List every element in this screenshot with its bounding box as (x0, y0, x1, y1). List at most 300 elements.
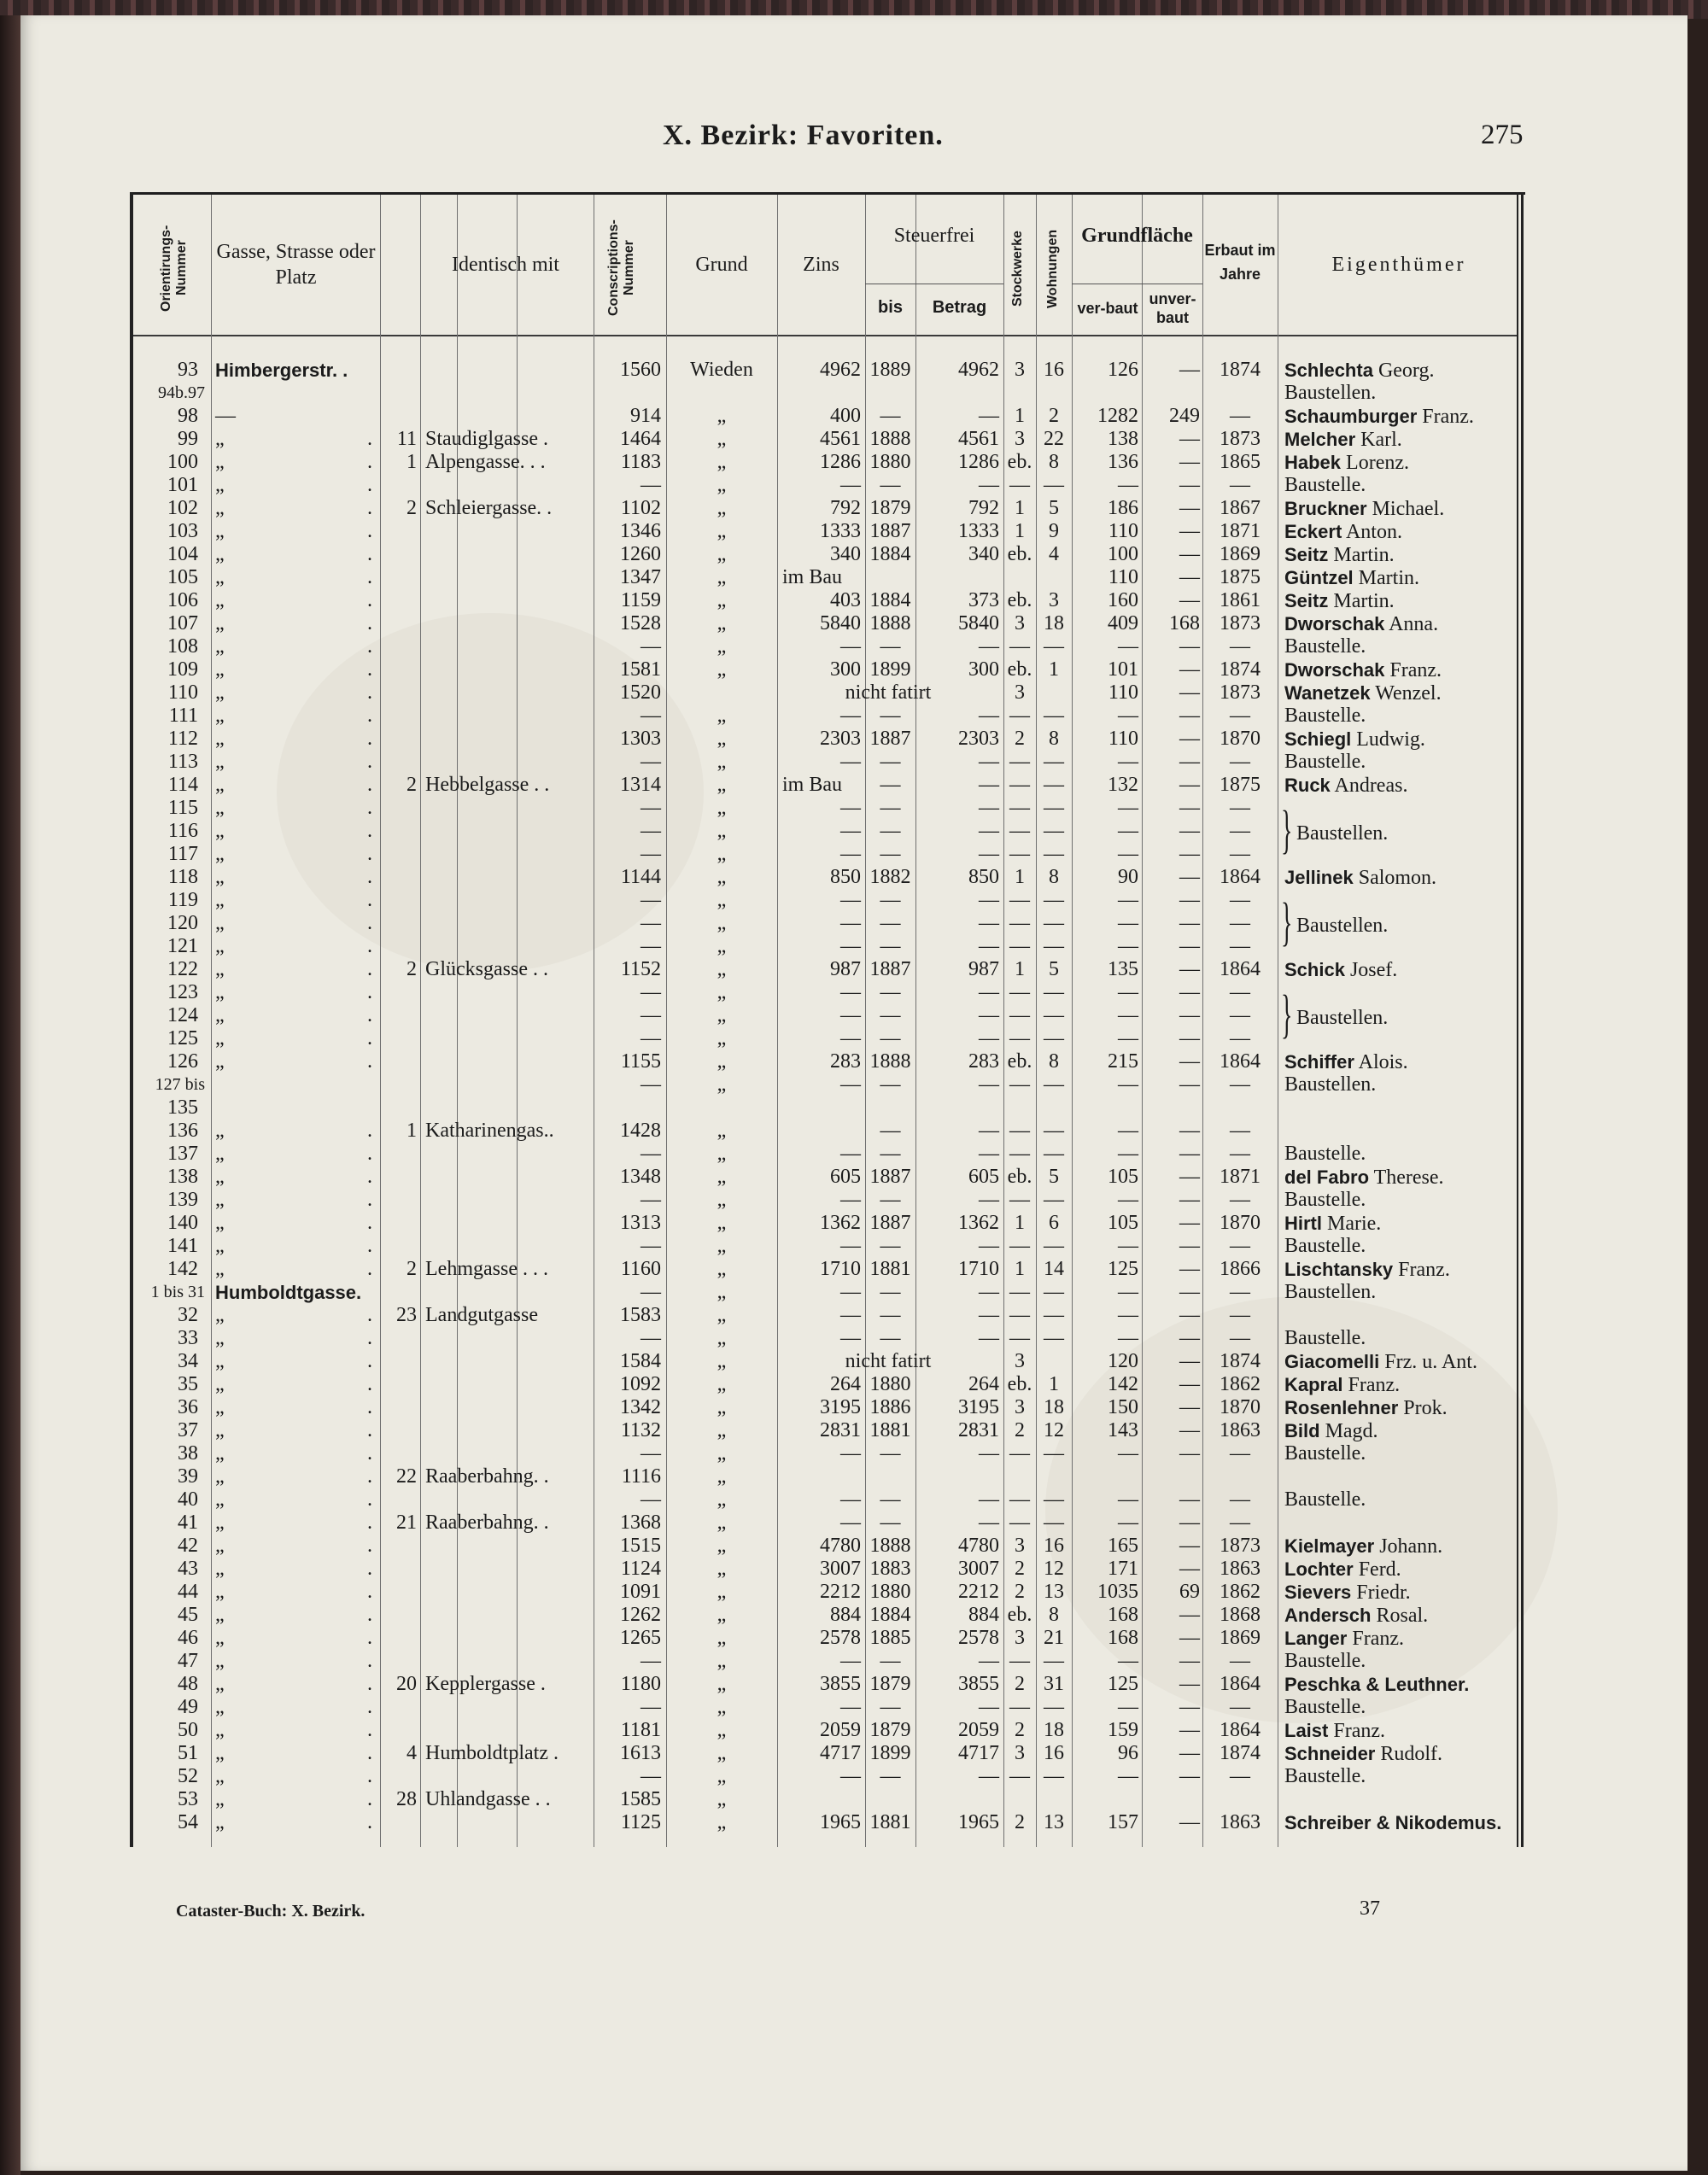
wohnungen-cell: — (1044, 1189, 1064, 1211)
zins-cell: 403 (830, 589, 861, 611)
stockwerke-cell: 1 (1015, 1258, 1025, 1280)
eigenthuemer-cell (1284, 1258, 1450, 1282)
gasse-cell: „ (215, 1811, 225, 1833)
erbaut-cell: 1874 (1220, 658, 1261, 681)
unverbaut-cell: — (1179, 1604, 1200, 1626)
steuerfrei-betrag: 884 (968, 1604, 999, 1626)
owner-given-name: Wenzel. (1375, 682, 1442, 705)
stockwerke-cell: — (1009, 935, 1030, 957)
table-row (0, 751, 1537, 774)
stockwerke-cell: 3 (1015, 1350, 1025, 1372)
table-row (0, 681, 1537, 705)
owner-given-name: Martin. (1333, 590, 1395, 612)
erbaut-cell: 1861 (1220, 589, 1261, 611)
eigenthuemer-cell (1284, 1811, 1501, 1835)
stockwerke-cell: — (1009, 1327, 1030, 1349)
owner-surname: Giacomelli (1284, 1351, 1380, 1372)
unverbaut-cell: — (1179, 1396, 1200, 1418)
owner-given-name: Anton. (1345, 521, 1402, 543)
verbaut-cell: — (1118, 705, 1138, 727)
conscriptions-nummer: 1584 (620, 1350, 661, 1372)
owner-surname: Seitz (1284, 590, 1329, 611)
orientierungs-nummer: 35 (178, 1373, 198, 1395)
wohnungen-cell: — (1044, 1120, 1064, 1142)
stockwerke-cell: — (1009, 1442, 1030, 1465)
erbaut-cell: 1871 (1220, 520, 1261, 542)
owner-given-name: Rudolf. (1380, 1743, 1443, 1765)
eigenthuemer-cell (1284, 1212, 1381, 1236)
gasse-cell: „ (215, 1581, 225, 1603)
table-row (0, 1604, 1537, 1627)
steuerfrei-bis: 1887 (869, 1166, 911, 1188)
zins-cell: — (840, 935, 861, 957)
conscriptions-nummer: 1314 (620, 774, 661, 796)
header-verbaut: ver-baut (1077, 300, 1138, 317)
table-row (0, 1627, 1537, 1650)
steuerfrei-betrag: 987 (968, 958, 999, 980)
table-row (0, 1073, 1537, 1096)
gasse-cell: „ (215, 1511, 225, 1534)
table-row (0, 382, 1537, 405)
unverbaut-cell: — (1179, 1419, 1200, 1441)
grund-cell: „ (717, 1488, 727, 1511)
table-row (0, 1350, 1537, 1373)
owner-given-name: Baustelle. (1284, 705, 1366, 727)
wohnungen-cell: 18 (1044, 1396, 1064, 1418)
conscriptions-nummer: 1092 (620, 1373, 661, 1395)
verbaut-cell: — (1118, 751, 1138, 773)
orientierungs-nummer: 117 (167, 843, 198, 865)
unverbaut-cell: — (1179, 1650, 1200, 1672)
ellipsis-dot: . (367, 1535, 372, 1557)
grund-cell: „ (717, 843, 727, 865)
owner-given-name: Salomon. (1358, 867, 1437, 889)
stockwerke-cell: 2 (1015, 1719, 1025, 1741)
verbaut-cell: 143 (1108, 1419, 1138, 1441)
verbaut-cell: 125 (1108, 1258, 1138, 1280)
steuerfrei-bis: — (880, 1442, 901, 1465)
wohnungen-cell: — (1044, 1281, 1064, 1303)
grund-cell: „ (717, 451, 727, 473)
ellipsis-dot: . (367, 1488, 372, 1511)
unverbaut-cell: — (1179, 1327, 1200, 1349)
table-row (0, 566, 1537, 589)
gasse-cell: „ (215, 1166, 225, 1188)
steuerfrei-bis: — (880, 1281, 901, 1303)
table-row (0, 1488, 1537, 1511)
steuerfrei-bis: 1880 (869, 1373, 911, 1395)
unverbaut-cell: — (1179, 820, 1200, 842)
zins-cell: im Bau (782, 774, 842, 796)
table-row (0, 1235, 1537, 1258)
gasse-cell: „ (215, 1235, 225, 1257)
unverbaut-cell: — (1179, 889, 1200, 911)
verbaut-cell: — (1118, 889, 1138, 911)
verbaut-cell: — (1118, 1143, 1138, 1165)
verbaut-cell: — (1118, 1696, 1138, 1718)
grund-cell: „ (717, 658, 727, 681)
unverbaut-cell: — (1179, 1189, 1200, 1211)
orientierungs-nummer: 46 (178, 1627, 198, 1649)
ellipsis-dot: . (367, 1304, 372, 1326)
wohnungen-cell: 5 (1049, 497, 1059, 519)
owner-surname: Güntzel (1284, 567, 1354, 588)
steuerfrei-betrag: 3195 (958, 1396, 999, 1418)
grund-cell: „ (717, 635, 727, 658)
orientierungs-nummer: 124 (167, 1004, 198, 1026)
verbaut-cell: 157 (1108, 1811, 1138, 1833)
wohnungen-cell: 8 (1049, 451, 1059, 473)
ellipsis-dot: . (367, 543, 372, 565)
identisch-nummer: 21 (396, 1511, 417, 1534)
orientierungs-nummer: 99 (178, 428, 198, 450)
stockwerke-cell: — (1009, 1120, 1030, 1142)
verbaut-cell: — (1118, 1488, 1138, 1511)
erbaut-cell: — (1230, 843, 1250, 865)
owner-surname: Schiegl (1284, 728, 1352, 750)
grund-cell: „ (717, 889, 727, 911)
owner-given-name: Baustelle. (1284, 1765, 1366, 1787)
grund-cell: Wieden (690, 359, 753, 381)
zins-cell: im Bau (782, 566, 842, 588)
grund-cell: „ (717, 1535, 727, 1557)
erbaut-cell: 1871 (1220, 1166, 1261, 1188)
conscriptions-nummer: — (640, 1442, 661, 1465)
header-orientierungs-nummer: Orientirungs-Nummer (159, 225, 189, 312)
wohnungen-cell: — (1044, 1235, 1064, 1257)
grund-cell: „ (717, 428, 727, 450)
verbaut-cell: 136 (1108, 451, 1138, 473)
steuerfrei-betrag: — (979, 820, 999, 842)
identisch-nummer: 20 (396, 1673, 417, 1695)
stockwerke-cell: — (1009, 474, 1030, 496)
steuerfrei-betrag: 792 (968, 497, 999, 519)
ellipsis-dot: . (367, 612, 372, 634)
steuerfrei-betrag: 1710 (958, 1258, 999, 1280)
stockwerke-cell: — (1009, 635, 1030, 658)
orientierungs-nummer: 33 (178, 1327, 198, 1349)
unverbaut-cell: — (1179, 1050, 1200, 1073)
ellipsis-dot: . (367, 1442, 372, 1465)
conscriptions-nummer: 1428 (620, 1120, 661, 1142)
steuerfrei-betrag: 4962 (958, 359, 999, 381)
zins-cell: — (840, 843, 861, 865)
unverbaut-cell: — (1179, 1627, 1200, 1649)
steuerfrei-bis: — (880, 1488, 901, 1511)
verbaut-cell: 105 (1108, 1166, 1138, 1188)
steuerfrei-bis: — (880, 1650, 901, 1672)
table-row (0, 589, 1537, 612)
eigenthuemer-cell (1284, 1742, 1442, 1766)
wohnungen-cell: 5 (1049, 958, 1059, 980)
header-unverbaut: unver-baut (1149, 290, 1196, 326)
owner-surname: Hirtl (1284, 1213, 1322, 1234)
wohnungen-cell: — (1044, 1442, 1064, 1465)
conscriptions-nummer: 1265 (620, 1627, 661, 1649)
zins-cell: 283 (830, 1050, 861, 1073)
verbaut-cell: 110 (1108, 728, 1138, 750)
header-betrag: Betrag (932, 298, 987, 317)
erbaut-cell: 1875 (1220, 774, 1261, 796)
zins-cell: 850 (830, 866, 861, 888)
ellipsis-dot: . (367, 1235, 372, 1257)
zins-cell: 605 (830, 1166, 861, 1188)
gasse-cell: „ (215, 1650, 225, 1672)
zins-cell: — (840, 820, 861, 842)
owner-given-name: Andreas. (1334, 775, 1408, 797)
steuerfrei-betrag: 4717 (958, 1742, 999, 1764)
gasse-cell: Humboldtgasse. (215, 1282, 362, 1303)
zins-cell: 5840 (820, 612, 861, 634)
ellipsis-dot: . (367, 912, 372, 934)
ellipsis-dot: . (367, 981, 372, 1003)
gasse-cell: „ (215, 1258, 225, 1280)
grund-cell: „ (717, 1788, 727, 1810)
conscriptions-nummer: — (640, 1696, 661, 1718)
gasse-cell: „ (215, 1350, 225, 1372)
verbaut-cell: — (1118, 1650, 1138, 1672)
owner-given-name: Franz. (1352, 1628, 1405, 1650)
stockwerke-cell: — (1009, 889, 1030, 911)
owner-surname: Bruckner (1284, 498, 1367, 519)
table-row (0, 1212, 1537, 1235)
steuerfrei-bis: — (880, 820, 901, 842)
unverbaut-cell: — (1179, 1535, 1200, 1557)
erbaut-cell: — (1230, 1696, 1250, 1718)
steuerfrei-betrag: 2831 (958, 1419, 999, 1441)
erbaut-cell: — (1230, 1488, 1250, 1511)
verbaut-cell: 110 (1108, 520, 1138, 542)
verbaut-cell: 1035 (1097, 1581, 1138, 1603)
erbaut-cell: — (1230, 635, 1250, 658)
eigenthuemer-cell (1284, 1350, 1477, 1374)
unverbaut-cell: — (1179, 1488, 1200, 1511)
table-row (0, 1581, 1537, 1604)
conscriptions-nummer: — (640, 474, 661, 496)
steuerfrei-bis: 1887 (869, 728, 911, 750)
ellipsis-dot: . (367, 589, 372, 611)
eigenthuemer-cell (1284, 520, 1402, 544)
grund-cell: „ (717, 866, 727, 888)
stockwerke-cell: — (1009, 1696, 1030, 1718)
grund-cell: „ (717, 935, 727, 957)
conscriptions-nummer: 1528 (620, 612, 661, 634)
eigenthuemer-cell (1284, 681, 1442, 705)
unverbaut-cell: — (1179, 1350, 1200, 1372)
verbaut-cell: — (1118, 912, 1138, 934)
owner-surname: Kapral (1284, 1374, 1343, 1395)
orientierungs-nummer: 43 (178, 1558, 198, 1580)
conscriptions-nummer: — (640, 1765, 661, 1787)
verbaut-cell: 132 (1108, 774, 1138, 796)
wohnungen-cell: 18 (1044, 612, 1064, 634)
steuerfrei-betrag: — (979, 1511, 999, 1534)
verbaut-cell: 96 (1118, 1742, 1138, 1764)
eigenthuemer-cell (1284, 1719, 1385, 1743)
ellipsis-dot: . (367, 1765, 372, 1787)
zins-cell: 340 (830, 543, 861, 565)
stockwerke-cell: 1 (1015, 405, 1025, 427)
eigenthuemer-cell (1284, 1442, 1366, 1465)
owner-given-name: Johann. (1379, 1535, 1443, 1558)
erbaut-cell: 1863 (1220, 1811, 1261, 1833)
erbaut-cell: — (1230, 889, 1250, 911)
verbaut-cell: — (1118, 1304, 1138, 1326)
owner-surname: Peschka & Leuthner. (1284, 1674, 1470, 1695)
stockwerke-cell: — (1009, 1004, 1030, 1026)
conscriptions-nummer: — (640, 935, 661, 957)
conscriptions-nummer: 1348 (620, 1166, 661, 1188)
orientierungs-nummer: 114 (167, 774, 198, 796)
stockwerke-cell: 3 (1015, 1627, 1025, 1649)
table-row (0, 981, 1537, 1004)
ellipsis-dot: . (367, 958, 372, 980)
table-row (0, 1788, 1537, 1811)
table-row (0, 1719, 1537, 1742)
gasse-cell: „ (215, 705, 225, 727)
owner-surname: Kielmayer (1284, 1535, 1375, 1557)
gasse-cell: „ (215, 1419, 225, 1441)
wohnungen-cell: 5 (1049, 1166, 1059, 1188)
unverbaut-cell: — (1179, 1511, 1200, 1534)
identisch-name: Alpengasse. . . (425, 451, 546, 473)
erbaut-cell: — (1230, 1143, 1250, 1165)
gasse-cell: „ (215, 912, 225, 934)
stockwerke-cell: eb. (1007, 1050, 1032, 1073)
row-group-note: Baustellen. (1296, 915, 1389, 937)
eigenthuemer-cell (1284, 1765, 1366, 1788)
orientierungs-nummer: 141 (167, 1235, 198, 1257)
wohnungen-cell: 13 (1044, 1581, 1064, 1603)
ellipsis-dot: . (367, 428, 372, 450)
orientierungs-nummer: 127 bis (155, 1075, 205, 1094)
ellipsis-dot: . (367, 889, 372, 911)
unverbaut-cell: — (1179, 520, 1200, 542)
steuerfrei-betrag: — (979, 1281, 999, 1303)
gasse-cell: „ (215, 1673, 225, 1695)
gasse-cell: „ (215, 1396, 225, 1418)
ellipsis-dot: . (367, 520, 372, 542)
steuerfrei-betrag: 1362 (958, 1212, 999, 1234)
table-row (0, 1511, 1537, 1535)
eigenthuemer-cell (1284, 543, 1395, 567)
owner-surname: Schaumburger (1284, 406, 1418, 427)
owner-surname: Sievers (1284, 1582, 1352, 1603)
conscriptions-nummer: 914 (630, 405, 661, 427)
steuerfrei-bis: 1881 (869, 1258, 911, 1280)
ellipsis-dot: . (367, 635, 372, 658)
table-row (0, 1419, 1537, 1442)
orientierungs-nummer: 38 (178, 1442, 198, 1465)
wohnungen-cell: — (1044, 1027, 1064, 1049)
verbaut-cell: — (1118, 1281, 1138, 1303)
steuerfrei-bis: — (880, 797, 901, 819)
stockwerke-cell: — (1009, 751, 1030, 773)
wohnungen-cell: 1 (1049, 658, 1059, 681)
header-steuerfrei: Steuerfrei (893, 225, 975, 247)
identisch-name: Raaberbahng. . (425, 1465, 549, 1488)
steuerfrei-bis: — (880, 1027, 901, 1049)
conscriptions-nummer: — (640, 1004, 661, 1026)
gasse-cell: „ (215, 1465, 225, 1488)
eigenthuemer-cell (1284, 497, 1444, 521)
owner-surname: Ruck (1284, 775, 1331, 796)
orientierungs-nummer: 126 (167, 1050, 198, 1073)
stockwerke-cell: — (1009, 1189, 1030, 1211)
steuerfrei-betrag: — (979, 1696, 999, 1718)
gasse-cell: „ (215, 1212, 225, 1234)
orientierungs-nummer: 104 (167, 543, 198, 565)
owner-given-name: Friedr. (1356, 1582, 1411, 1604)
verbaut-cell: 126 (1108, 359, 1138, 381)
grund-cell: „ (717, 1696, 727, 1718)
grund-cell: „ (717, 774, 727, 796)
unverbaut-cell: — (1179, 1442, 1200, 1465)
wohnungen-cell: — (1044, 705, 1064, 727)
unverbaut-cell: — (1179, 1143, 1200, 1165)
eigenthuemer-cell (1284, 428, 1402, 452)
orientierungs-nummer: 101 (167, 474, 198, 496)
erbaut-cell: — (1230, 751, 1250, 773)
erbaut-cell: — (1230, 1235, 1250, 1257)
gasse-cell: „ (215, 774, 225, 796)
erbaut-cell: — (1230, 1442, 1250, 1465)
zins-cell: — (840, 1765, 861, 1787)
identisch-name: Schleiergasse. . (425, 497, 553, 519)
steuerfrei-betrag: 1286 (958, 451, 999, 473)
table-row (0, 428, 1537, 451)
stockwerke-cell: eb. (1007, 1166, 1032, 1188)
steuerfrei-bis: 1885 (869, 1627, 911, 1649)
unverbaut-cell: — (1179, 1373, 1200, 1395)
owner-given-name: Franz. (1348, 1374, 1401, 1396)
steuerfrei-bis: 1888 (869, 428, 911, 450)
orientierungs-nummer: 108 (167, 635, 198, 658)
erbaut-cell: 1866 (1220, 1258, 1261, 1280)
steuerfrei-bis: 1888 (869, 1535, 911, 1557)
gasse-cell: „ (215, 1558, 225, 1580)
ellipsis-dot: . (367, 820, 372, 842)
identisch-nummer: 2 (407, 497, 417, 519)
eigenthuemer-cell (1284, 1488, 1366, 1511)
stockwerke-cell: 3 (1015, 359, 1025, 381)
erbaut-cell: — (1230, 1189, 1250, 1211)
ellipsis-dot: . (367, 1558, 372, 1580)
unverbaut-cell: — (1179, 797, 1200, 819)
zins-cell: 4561 (820, 428, 861, 450)
unverbaut-cell: — (1179, 705, 1200, 727)
unverbaut-cell: — (1179, 543, 1200, 565)
steuerfrei-betrag: — (979, 705, 999, 727)
orientierungs-nummer: 136 (167, 1120, 198, 1142)
wohnungen-cell: 8 (1049, 1604, 1059, 1626)
orientierungs-nummer: 94b.97 (158, 383, 205, 402)
owner-given-name: Michael. (1372, 498, 1445, 520)
erbaut-cell: — (1230, 1304, 1250, 1326)
erbaut-cell: 1869 (1220, 1627, 1261, 1649)
unverbaut-cell: — (1179, 497, 1200, 519)
gasse-cell: „ (215, 428, 225, 450)
verbaut-cell: — (1118, 1235, 1138, 1257)
gasse-cell: „ (215, 1050, 225, 1073)
owner-given-name: Georg. (1378, 360, 1435, 382)
grund-cell: „ (717, 474, 727, 496)
grund-cell: „ (717, 705, 727, 727)
wohnungen-cell: — (1044, 820, 1064, 842)
erbaut-cell: 1864 (1220, 866, 1261, 888)
grund-cell: „ (717, 1465, 727, 1488)
identisch-name: Glücksgasse . . (425, 958, 548, 980)
